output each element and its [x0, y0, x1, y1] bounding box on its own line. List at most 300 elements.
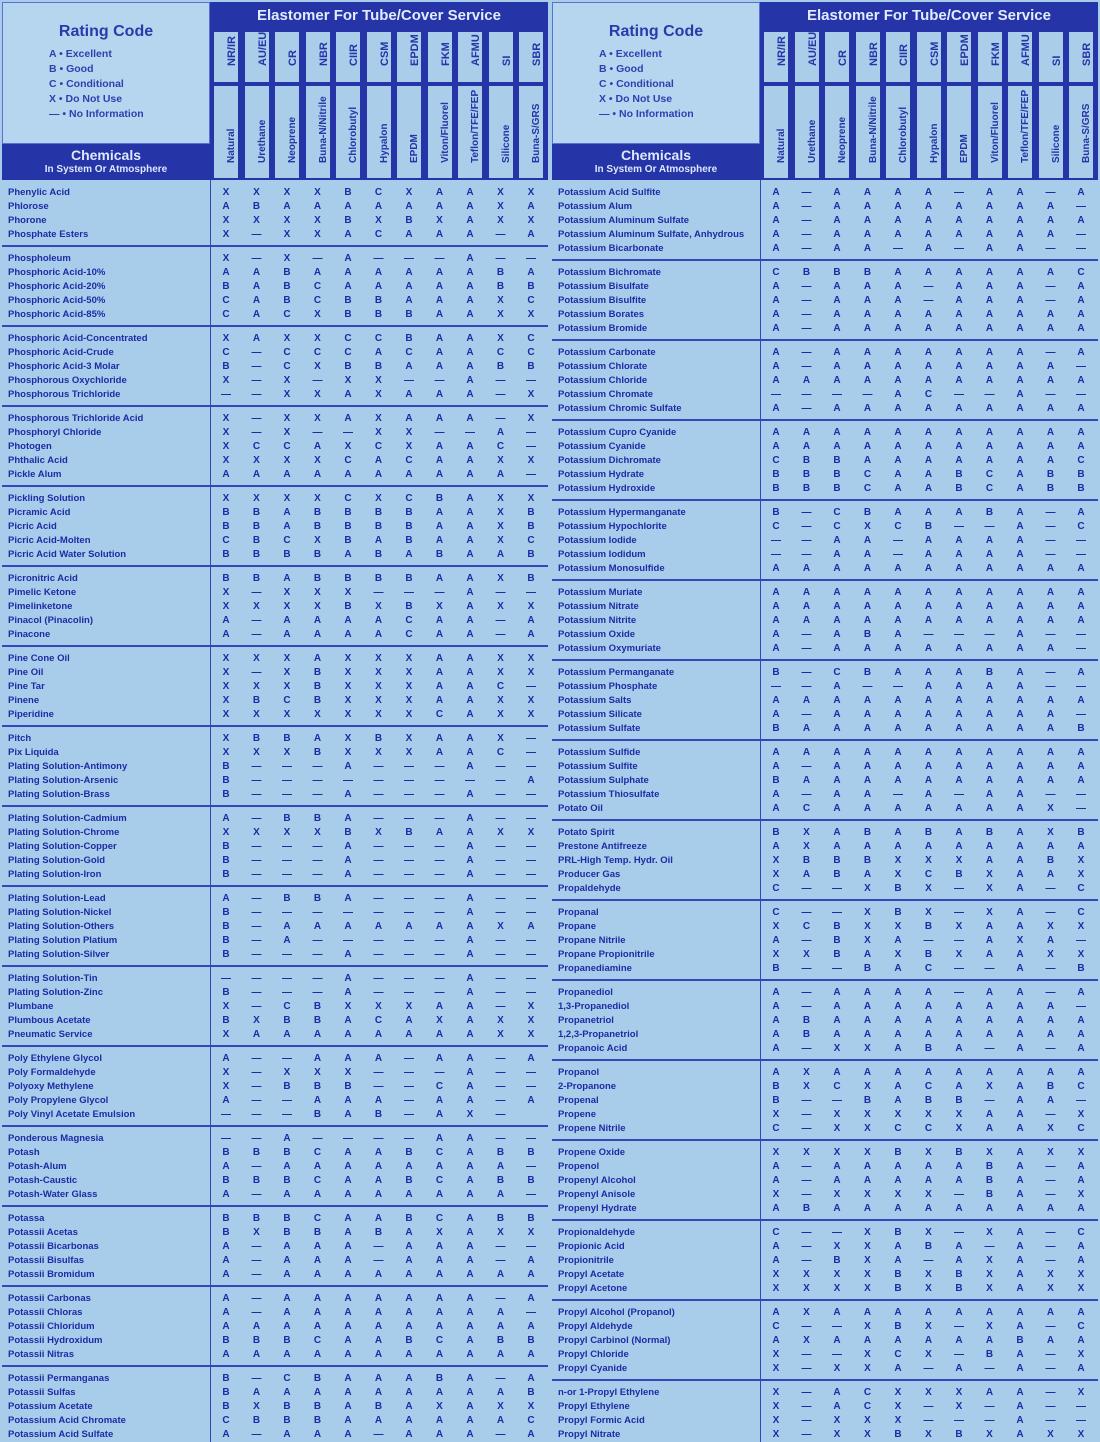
rating-cell: A — [344, 1307, 352, 1318]
rating-cell: A — [955, 723, 963, 734]
rating-cell: B — [894, 1147, 902, 1158]
rating-cell: A — [985, 427, 994, 438]
rating-cell: — — [1076, 535, 1086, 546]
column-header — [1006, 32, 1034, 180]
rating-cell: X — [283, 187, 291, 198]
rating-cell: B — [527, 361, 535, 372]
column-full-box — [825, 86, 849, 178]
rating-cell: A — [222, 1189, 230, 1200]
rating-cell: A — [466, 215, 474, 226]
rating-cell: X — [894, 1415, 902, 1426]
rating-cell: A — [374, 1095, 383, 1106]
rating-cell: X — [894, 869, 902, 880]
rating-cell: A — [313, 1321, 322, 1332]
rating-cell: X — [222, 709, 230, 720]
rating-cell: — — [1076, 681, 1086, 692]
chemical-name: Phthalic Acid — [8, 455, 68, 466]
rating-cell: — — [312, 427, 323, 438]
rating-cell: A — [833, 427, 841, 438]
rating-cell: X — [527, 1401, 535, 1412]
rating-cell: A — [772, 375, 780, 386]
rating-cell: A — [1016, 681, 1024, 692]
rating-cell: A — [924, 243, 933, 254]
rating-cell: — — [495, 813, 506, 824]
rating-cell: A — [496, 1387, 505, 1398]
rating-cell: X — [1047, 1429, 1054, 1440]
rating-cell: X — [833, 1109, 841, 1120]
chemical-name: Propyl Carbinol (Normal) — [558, 1335, 671, 1346]
rating-cell: — — [526, 681, 536, 692]
rating-cell: — — [251, 375, 262, 386]
rating-cell: B — [955, 1147, 963, 1158]
chemical-name: Potash-Caustic — [8, 1175, 78, 1186]
rating-cell: A — [344, 549, 352, 560]
rating-cell: X — [497, 601, 504, 612]
table-row — [552, 506, 1098, 520]
rating-cell: B — [313, 1401, 322, 1412]
rating-cell: C — [374, 441, 383, 452]
table-row — [2, 360, 548, 374]
column-abbr-box — [856, 32, 880, 82]
rating-cell: — — [495, 1255, 506, 1266]
rating-cell: X — [986, 1255, 993, 1266]
rating-cell: A — [863, 309, 872, 320]
rating-cell: X — [527, 187, 535, 198]
rating-cell: X — [497, 455, 504, 466]
table-row — [2, 1174, 548, 1188]
column-abbr-box — [519, 32, 543, 82]
rating-cell: C — [374, 1015, 383, 1026]
rating-cell: A — [924, 1175, 933, 1186]
rating-cell: A — [772, 281, 780, 292]
rating-cell: A — [1077, 215, 1085, 226]
rating-cell: C — [894, 1123, 902, 1134]
rating-cell: — — [251, 841, 262, 852]
rating-cell: B — [252, 1213, 261, 1224]
rating-cell: A — [405, 229, 413, 240]
rating-cell: A — [863, 215, 872, 226]
rating-cell: A — [405, 413, 413, 424]
column-header — [762, 32, 790, 180]
rating-cell: — — [771, 549, 781, 560]
rating-cell: B — [222, 1213, 230, 1224]
rating-cell: — — [923, 935, 934, 946]
rating-cell: — — [1045, 1349, 1056, 1360]
chemical-name: Propionitrile — [558, 1255, 614, 1266]
rating-cell: A — [466, 1001, 474, 1012]
rating-cell: A — [435, 1255, 444, 1266]
column-full-box — [306, 86, 330, 178]
rating-cell: A — [772, 789, 780, 800]
chemical-name: Propyl Aldehyde — [558, 1321, 633, 1332]
rating-cell: A — [344, 921, 352, 932]
rating-cell: A — [772, 403, 780, 414]
chemical-name: Propyl Chloride — [558, 1349, 629, 1360]
rating-cell: X — [1047, 827, 1054, 838]
rating-cell: A — [435, 1095, 444, 1106]
rating-cell: A — [1046, 775, 1055, 786]
rating-cell: A — [466, 667, 474, 678]
chemical-name: Propaldehyde — [558, 883, 621, 894]
rating-cell: X — [864, 521, 871, 532]
rating-cell: — — [373, 935, 384, 946]
column-abbr-box — [336, 32, 360, 82]
rating-cell: — — [251, 987, 262, 998]
rating-cell: A — [863, 615, 872, 626]
rating-cell: A — [833, 827, 841, 838]
rating-cell: A — [1077, 295, 1085, 306]
column-header — [426, 32, 454, 180]
rating-cell: A — [924, 201, 933, 212]
rating-cell: A — [374, 629, 383, 640]
rating-cell: A — [985, 841, 994, 852]
rating-cell: B — [833, 935, 841, 946]
rating-cell: C — [772, 521, 780, 532]
rating-cell: X — [864, 1123, 871, 1134]
rating-cell: — — [373, 1067, 384, 1078]
rating-cell: B — [252, 1175, 261, 1186]
rating-cell: X — [405, 187, 413, 198]
rating-cell: X — [803, 1067, 810, 1078]
rating-cell: A — [985, 563, 994, 574]
rating-cell: B — [252, 1147, 261, 1158]
chemical-name: Propanediamine — [558, 963, 632, 974]
chemical-name: Pine Tar — [8, 681, 45, 692]
rating-cell: A — [772, 563, 780, 574]
rating-cell: A — [405, 1241, 413, 1252]
table-row — [552, 214, 1098, 228]
rating-cell: A — [833, 601, 841, 612]
rating-cell: A — [496, 549, 505, 560]
column-full-box — [519, 86, 543, 178]
rating-cell: A — [1077, 1067, 1085, 1078]
table-row — [2, 454, 548, 468]
rating-cell: A — [252, 469, 261, 480]
rating-cell: A — [405, 1029, 413, 1040]
rating-cell: A — [1077, 1363, 1085, 1374]
rating-cell: A — [435, 535, 444, 546]
rating-cell: A — [955, 549, 963, 560]
rating-cell: A — [405, 281, 413, 292]
rating-cell: B — [527, 521, 535, 532]
rating-cell: — — [312, 761, 323, 772]
rating-cell: A — [252, 333, 261, 344]
table-row — [2, 1268, 548, 1282]
rating-cell: — — [923, 1363, 934, 1374]
rating-cell: X — [283, 587, 291, 598]
rating-cell: B — [374, 1109, 383, 1120]
rating-cell: B — [313, 893, 322, 904]
rating-cell: — — [495, 587, 506, 598]
rating-cell: A — [466, 493, 474, 504]
rating-cell: A — [1077, 427, 1085, 438]
rating-cell: B — [802, 1029, 811, 1040]
rating-cell: A — [955, 775, 963, 786]
rating-cell: A — [833, 1203, 841, 1214]
rating-cell: A — [955, 295, 963, 306]
chemical-name: Phosphoric Acid-50% — [8, 295, 106, 306]
rating-cell: B — [283, 267, 291, 278]
rating-cell: — — [373, 1081, 384, 1092]
rating-cell: — — [495, 1133, 506, 1144]
chemical-name: Potassium Silicate — [558, 709, 642, 720]
rating-cell: A — [435, 667, 444, 678]
rating-cell: A — [222, 1053, 230, 1064]
rating-cell: A — [1016, 695, 1024, 706]
rating-cell: A — [1016, 1241, 1024, 1252]
rating-cell: B — [833, 455, 841, 466]
column-abbr-box — [764, 32, 788, 82]
rating-cell: X — [222, 375, 230, 386]
rating-cell: A — [527, 229, 535, 240]
rating-cell: A — [863, 587, 872, 598]
rating-cell: A — [772, 695, 780, 706]
rating-cell: — — [434, 907, 445, 918]
legend-title: Rating Code — [608, 23, 704, 40]
rating-cell: A — [772, 587, 780, 598]
rating-cell: — — [832, 883, 842, 894]
rating-cell: A — [466, 1429, 474, 1440]
rating-cell: A — [1046, 375, 1055, 386]
rating-cell: A — [955, 267, 963, 278]
rating-cell: A — [833, 1387, 841, 1398]
rating-cell: B — [527, 281, 535, 292]
rating-cell: — — [251, 813, 262, 824]
rating-cell: X — [497, 187, 504, 198]
rating-cell: X — [864, 1227, 871, 1238]
rating-cell: A — [344, 1269, 352, 1280]
rating-cell: A — [924, 1161, 933, 1172]
rating-cell: — — [954, 389, 964, 400]
rating-cell: A — [374, 1349, 383, 1360]
rating-cell: A — [466, 1241, 474, 1252]
rating-cell: — — [801, 883, 812, 894]
rating-cell: — — [801, 1001, 812, 1012]
column-abbr-box — [306, 32, 330, 82]
rating-cell: X — [497, 695, 504, 706]
table-row — [552, 1282, 1098, 1296]
rating-cell: A — [772, 441, 780, 452]
rating-cell: — — [1045, 1161, 1056, 1172]
rating-cell: — — [1076, 389, 1086, 400]
rating-cell: X — [1077, 1147, 1085, 1158]
rating-cell: A — [924, 427, 933, 438]
rating-cell: C — [924, 869, 933, 880]
rating-cell: A — [1016, 455, 1024, 466]
rating-cell: X — [253, 215, 260, 226]
rating-cell: — — [1076, 643, 1086, 654]
chemical-name: Plating Solution-Arsenic — [8, 775, 119, 786]
rating-cell: X — [405, 709, 413, 720]
rating-cell: B — [313, 1373, 322, 1384]
rating-cell: X — [925, 1283, 932, 1294]
rating-cell: A — [527, 775, 535, 786]
rating-cell: — — [251, 1255, 262, 1266]
rating-cell: X — [1047, 1123, 1054, 1134]
rating-cell: X — [864, 921, 871, 932]
rating-cell: A — [435, 1053, 444, 1064]
rating-cell: X — [222, 187, 230, 198]
rating-cell: A — [1046, 1095, 1055, 1106]
rating-cell: C — [894, 1349, 902, 1360]
rating-cell: B — [924, 1043, 933, 1054]
rating-cell: A — [833, 841, 841, 852]
rating-cell: C — [527, 295, 535, 306]
rating-cell: A — [1046, 215, 1055, 226]
rating-cell: A — [955, 403, 963, 414]
rating-cell: B — [1046, 1081, 1055, 1092]
rating-cell: — — [373, 907, 384, 918]
rating-cell: — — [434, 987, 445, 998]
rating-cell: X — [864, 1429, 871, 1440]
table-row — [2, 1226, 548, 1240]
rating-cell: X — [803, 1307, 810, 1318]
rating-cell: B — [924, 521, 933, 532]
rating-cell: X — [222, 667, 230, 678]
rating-cell: — — [526, 587, 536, 598]
rating-cell: A — [374, 1335, 383, 1346]
rating-cell: A — [313, 921, 322, 932]
rating-cell: — — [801, 1387, 812, 1398]
rating-cell: — — [801, 1255, 812, 1266]
rating-cell: A — [894, 1203, 902, 1214]
rating-cell: X — [925, 883, 932, 894]
rating-cell: A — [527, 1095, 535, 1106]
rating-cell: A — [1077, 1161, 1085, 1172]
rating-cell: B — [252, 695, 261, 706]
rating-cell: A — [466, 375, 474, 386]
rating-cell: A — [222, 1307, 230, 1318]
rating-cell: A — [466, 695, 474, 706]
rating-cell: A — [985, 761, 994, 772]
column-abbr: NBR — [317, 42, 330, 66]
rating-cell: B — [222, 1373, 230, 1384]
column-abbr-box — [458, 32, 482, 82]
rating-cell: A — [955, 1043, 963, 1054]
rating-cell: A — [955, 1067, 963, 1078]
rating-cell: X — [283, 413, 291, 424]
chemical-name: Propanediol — [558, 987, 613, 998]
rating-cell: A — [1077, 403, 1085, 414]
rating-cell: A — [466, 1227, 474, 1238]
rating-cell: — — [434, 761, 445, 772]
chemical-name: Potash — [8, 1147, 40, 1158]
column-full-box — [1008, 86, 1032, 178]
rating-cell: C — [435, 709, 444, 720]
rating-cell: X — [283, 229, 291, 240]
rating-cell: A — [863, 949, 872, 960]
rating-cell: — — [495, 789, 506, 800]
rating-cell: A — [894, 323, 902, 334]
rating-cell: A — [1016, 963, 1024, 974]
rating-cell: B — [527, 1147, 535, 1158]
rating-cell: A — [985, 681, 994, 692]
rating-cell: A — [1016, 1415, 1024, 1426]
rating-cell: A — [1016, 1147, 1024, 1158]
column-abbr: SBR — [1081, 42, 1093, 66]
rating-cell: A — [955, 1255, 963, 1266]
table-row — [2, 868, 548, 882]
table-row — [552, 534, 1098, 548]
rating-cell: X — [955, 1401, 963, 1412]
rating-cell: A — [527, 629, 535, 640]
rating-cell: — — [801, 389, 812, 400]
rating-cell: X — [283, 215, 291, 226]
chemical-name: Potassii Bisulfas — [8, 1255, 85, 1266]
column-abbr: FKM — [989, 42, 1002, 66]
rating-cell: A — [955, 375, 963, 386]
rating-cell: — — [954, 243, 964, 254]
rating-cell: — — [1045, 1175, 1056, 1186]
rating-cell: A — [955, 643, 963, 654]
rating-cell: A — [924, 375, 933, 386]
table-row — [552, 1348, 1098, 1362]
rating-cell: B — [313, 573, 322, 584]
rating-cell: A — [344, 267, 352, 278]
legend-item: X • Do Not Use — [599, 93, 673, 105]
chemical-name: Plating Solution-Cadmium — [8, 813, 127, 824]
rating-cell: A — [466, 855, 474, 866]
rating-cell: — — [1045, 521, 1056, 532]
rating-cell: — — [404, 761, 414, 772]
rating-cell: A — [527, 1429, 535, 1440]
rating-cell: X — [894, 1401, 902, 1412]
rating-cell: A — [344, 615, 352, 626]
rating-cell: A — [313, 1349, 322, 1360]
rating-cell: X — [925, 1269, 932, 1280]
column-full-name: Viton/Fluorel — [989, 102, 1001, 163]
rating-cell: A — [466, 587, 474, 598]
rating-cell: A — [1077, 1203, 1085, 1214]
rating-cell: — — [801, 643, 812, 654]
table-row — [2, 600, 548, 614]
rating-cell: A — [405, 1349, 413, 1360]
rating-cell: — — [1045, 681, 1056, 692]
rating-legend — [552, 2, 760, 144]
rating-cell: A — [894, 841, 902, 852]
rating-cell: — — [801, 361, 812, 372]
left-panel — [2, 2, 548, 1442]
rating-cell: B — [496, 267, 505, 278]
rating-cell: A — [1046, 747, 1055, 758]
rating-cell: X — [1047, 921, 1054, 932]
group-separator — [552, 1219, 1098, 1221]
rating-cell: A — [833, 549, 841, 560]
chemical-name: Potassii Carbonas — [8, 1293, 91, 1304]
chemical-name: Potassium Permanganate — [558, 667, 675, 678]
rating-cell: A — [466, 455, 474, 466]
rating-cell: A — [344, 893, 352, 904]
rating-cell: X — [314, 413, 321, 424]
rating-cell: — — [526, 907, 536, 918]
rating-cell: X — [1077, 921, 1085, 932]
chemical-name: Potato Spirit — [558, 827, 615, 838]
rating-cell: A — [252, 281, 261, 292]
rating-cell: — — [465, 775, 475, 786]
rating-cell: A — [1046, 309, 1055, 320]
table-row — [552, 454, 1098, 468]
rating-cell: — — [1045, 907, 1056, 918]
rating-cell: B — [527, 1175, 535, 1186]
rating-cell: A — [374, 201, 383, 212]
rating-cell: X — [527, 667, 535, 678]
rating-cell: A — [863, 323, 872, 334]
rating-cell: B — [527, 507, 535, 518]
rating-cell: A — [833, 775, 841, 786]
rating-cell: — — [434, 841, 445, 852]
column-abbr-box — [1008, 32, 1032, 82]
chemical-name: Propenyl Alcohol — [558, 1175, 636, 1186]
